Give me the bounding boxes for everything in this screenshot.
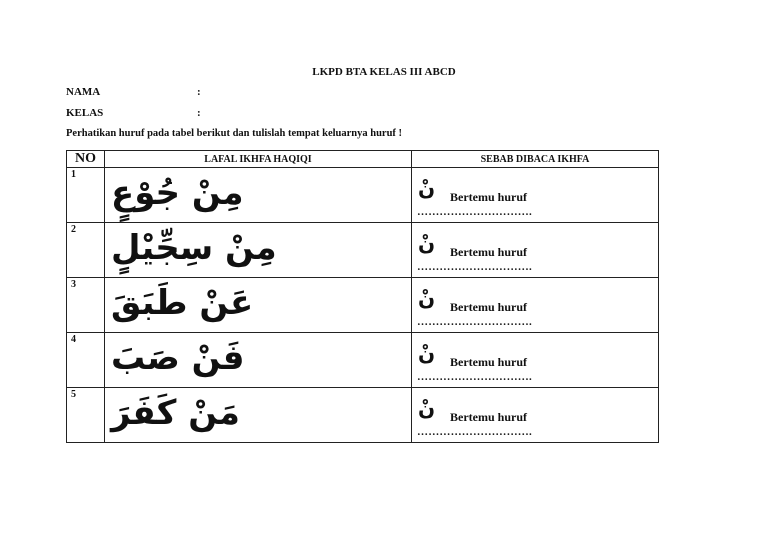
header-lafal: LAFAL IKHFA HAQIQI xyxy=(105,151,412,168)
arabic-lafal: فَنْ صَبَ xyxy=(111,338,245,378)
answer-blank[interactable]: …………………………. xyxy=(417,316,532,328)
row-sebab-cell xyxy=(412,168,659,223)
row-lafal-cell xyxy=(105,388,412,443)
kelas-colon: : xyxy=(197,107,201,119)
arabic-lafal: مِنْ سِجِّيْلٍ xyxy=(111,228,277,268)
bertemu-huruf-text: Bertemu huruf xyxy=(450,410,527,424)
row-lafal-cell xyxy=(105,278,412,333)
row-lafal-cell xyxy=(105,168,412,223)
table-row xyxy=(67,168,659,223)
table-row xyxy=(67,388,659,443)
row-no-cell xyxy=(67,223,105,278)
answer-blank[interactable]: …………………………. xyxy=(417,206,532,218)
row-no-cell xyxy=(67,278,105,333)
table-row xyxy=(67,223,659,278)
row-no-cell xyxy=(67,333,105,388)
row-number: 3 xyxy=(71,279,76,290)
nun-sukun: نْ xyxy=(418,231,436,255)
row-lafal-cell xyxy=(105,333,412,388)
header-no: NO xyxy=(67,151,105,168)
nun-sukun: نْ xyxy=(418,396,436,420)
answer-blank[interactable]: …………………………. xyxy=(417,371,532,383)
kelas-label: KELAS xyxy=(66,107,104,119)
arabic-lafal: مِنْ جُوْعٍ xyxy=(111,173,244,213)
ikhfa-table xyxy=(66,150,659,443)
row-number: 4 xyxy=(71,334,76,345)
row-no-cell xyxy=(67,388,105,443)
arabic-lafal: مَنْ كَفَرَ xyxy=(111,393,240,433)
table-row xyxy=(67,333,659,388)
row-sebab-cell xyxy=(412,333,659,388)
row-sebab-cell xyxy=(412,388,659,443)
nama-label: NAMA xyxy=(66,86,101,98)
row-no-cell xyxy=(67,168,105,223)
row-sebab-cell xyxy=(412,223,659,278)
row-number: 1 xyxy=(71,169,76,180)
table-header-row xyxy=(67,151,659,168)
instruction-text: Perhatikan huruf pada tabel berikut dan tulislah tempat keluarnya huruf ! xyxy=(66,128,403,139)
row-lafal-cell xyxy=(105,223,412,278)
table-row xyxy=(67,278,659,333)
row-number: 2 xyxy=(71,224,76,235)
nun-sukun: نْ xyxy=(418,286,436,310)
nama-colon: : xyxy=(197,86,201,98)
nun-sukun: نْ xyxy=(418,341,436,365)
worksheet-title: LKPD BTA KELAS III ABCD xyxy=(312,66,456,78)
bertemu-huruf-text: Bertemu huruf xyxy=(450,300,527,314)
row-sebab-cell xyxy=(412,278,659,333)
nun-sukun: نْ xyxy=(418,176,436,200)
answer-blank[interactable]: …………………………. xyxy=(417,261,532,273)
bertemu-huruf-text: Bertemu huruf xyxy=(450,355,527,369)
bertemu-huruf-text: Bertemu huruf xyxy=(450,245,527,259)
answer-blank[interactable]: …………………………. xyxy=(417,426,532,438)
arabic-lafal: عَنْ طَبَقَ xyxy=(111,283,254,323)
header-sebab: SEBAB DIBACA IKHFA xyxy=(412,151,659,168)
row-number: 5 xyxy=(71,389,76,400)
bertemu-huruf-text: Bertemu huruf xyxy=(450,190,527,204)
